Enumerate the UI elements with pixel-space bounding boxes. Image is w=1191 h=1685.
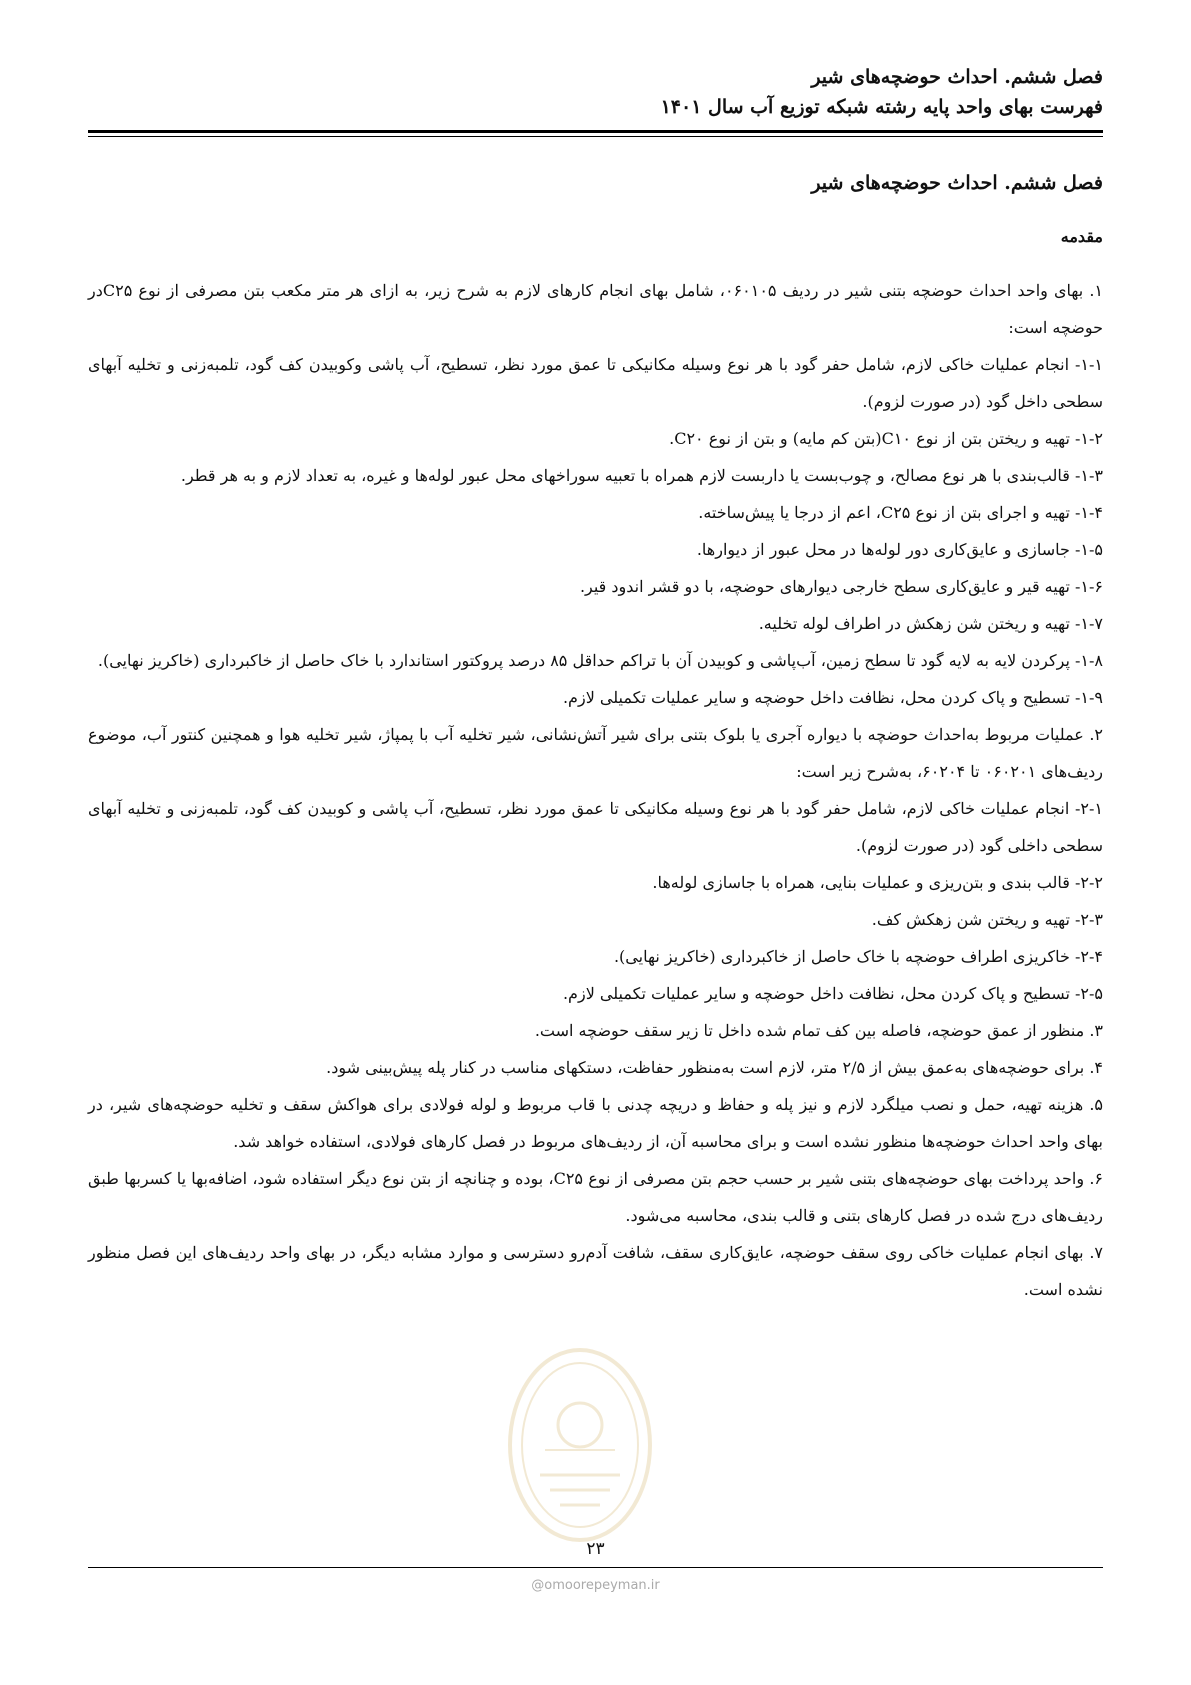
paragraph: ۷. بهای انجام عملیات خاکی روی سقف حوضچه، عایق‌کاری سقف، شافت آدم‌رو دسترسی و موارد مشابه دیگر، در بهای واحد ردیف‌های این فصل منظور نشده است. xyxy=(88,1243,1103,1299)
paragraph: ۴. برای حوضچه‌های به‌عمق بیش از ۲/۵ متر، لازم است به‌منظور حفاظت، دستکهای مناسب در کنار پله پیش‌بینی شود. xyxy=(326,1058,1103,1077)
intro-heading: مقدمه xyxy=(1060,227,1103,246)
paragraph: ۶. واحد پرداخت بهای حوضچه‌های بتنی شیر بر حسب حجم بتن مصرفی از نوع C۲۵، بوده و چنانچه از بتن نوع دیگر استفاده شود، اضافه‌بها یا کسربها طبق ردیف‌های درج شده در فصل کارهای بتنی و قالب بندی، محاسبه می‌شود. xyxy=(88,1169,1104,1225)
header-rule-thin xyxy=(88,136,1103,137)
paragraph: ۱-۸- پرکردن لایه به لایه گود تا سطح زمین، آب‌پاشی و کوبیدن آن با تراکم حداقل ۸۵ درصد پروکتور استاندارد با خاک حاصل از خاکبرداری (خاکریز نهایی). xyxy=(97,651,1103,670)
paragraph: ۱-۵- جاسازی و عایق‌کاری دور لوله‌ها در محل عبور از دیوارها. xyxy=(696,540,1103,559)
footer-site-link[interactable]: @omoorepeyman.ir xyxy=(531,1578,660,1593)
paragraph: ۲-۲- قالب بندی و بتن‌ریزی و عملیات بنایی، همراه با جاسازی لوله‌ها. xyxy=(652,873,1103,892)
chapter-title: فصل ششم. احداث حوضچه‌های شیر xyxy=(811,172,1103,194)
paragraph: ۵. هزینه تهیه، حمل و نصب میلگرد لازم و نیز پله و حفاظ و دریچه چدنی با قاب مربوط و لوله فولادی برای هواکش سقف و تخلیه حوضچه‌های شیر، در بهای واحد احداث حوضچه‌ها منظور نشده است و برای محاسبه آن، از ردیف‌های مربوط در فصل کارهای فولادی، استفاده خواهد شد. xyxy=(88,1095,1104,1151)
paragraph: ۱-۳- قالب‌بندی با هر نوع مصالح، و چوب‌بست یا داربست لازم همراه با تعبیه سوراخهای محل عبور لوله‌ها و غیره، به تعداد لازم و به هر قطر. xyxy=(180,466,1103,485)
header-rule-thick xyxy=(88,130,1103,133)
paragraph: ۲. عملیات مربوط به‌احداث حوضچه با دیواره آجری یا بلوک بتنی برای شیر آتش‌نشانی، شیر تخلیه آب با پمپاژ، شیر تخلیه هوا و همچنین کنتور آب، موضوع ردیف‌های ۰۶۰۲۰۱ تا ۶۰۲۰۴، به‌شرح زیر است: xyxy=(88,725,1104,781)
paragraph: ۱. بهای واحد احداث حوضچه بتنی شیر در ردیف ۰۶۰۱۰۵، شامل بهای انجام کارهای لازم به شرح زیر، به ازای هر متر مکعب بتن مصرفی از نوع C۲۵در حوضچه است: xyxy=(88,281,1103,337)
paragraph: ۳. منظور از عمق حوضچه، فاصله بین کف تمام شده داخل تا زیر سقف حوضچه است. xyxy=(534,1021,1103,1040)
header-document-title: فهرست بهای واحد پایه رشته شبکه توزیع آب سال ۱۴۰۱ xyxy=(660,96,1103,118)
paragraph: ۲-۱- انجام عملیات خاکی لازم، شامل حفر گود با هر نوع وسیله مکانیکی تا عمق مورد نظر، تسطیح، آب پاشی و کوبیدن کف گود، تلمبه‌زنی و تخلیه آبهای سطحی داخلی گود (در صورت لزوم). xyxy=(88,799,1103,855)
page-number: ۲۳ xyxy=(586,1539,605,1559)
paragraph: ۱-۷- تهیه و ریختن شن زهکش در اطراف لوله تخلیه. xyxy=(758,614,1103,633)
paragraph: ۲-۳- تهیه و ریختن شن زهکش کف. xyxy=(871,910,1103,929)
paragraph: ۱-۲- تهیه و ریختن بتن از نوع C۱۰(بتن کم مایه) و بتن از نوع C۲۰. xyxy=(669,429,1103,448)
paragraph: ۱-۴- تهیه و اجرای بتن از نوع C۲۵، اعم از درجا یا پیش‌ساخته. xyxy=(698,503,1103,522)
page-header xyxy=(88,62,1103,122)
watermark-logo xyxy=(505,1345,655,1545)
header-chapter-title: فصل ششم. احداث حوضچه‌های شیر xyxy=(811,66,1103,88)
paragraph: ۱-۹- تسطیح و پاک کردن محل، نظافت داخل حوضچه و سایر عملیات تکمیلی لازم. xyxy=(562,688,1103,707)
footer-rule xyxy=(88,1567,1103,1568)
paragraph: ۲-۴- خاکریزی اطراف حوضچه با خاک حاصل از خاکبرداری (خاکریز نهایی). xyxy=(613,947,1103,966)
paragraph: ۱-۶- تهیه قیر و عایق‌کاری سطح خارجی دیوارهای حوضچه، با دو قشر اندود قیر. xyxy=(579,577,1103,596)
paragraph: ۱-۱- انجام عملیات خاکی لازم، شامل حفر گود با هر نوع وسیله مکانیکی تا عمق مورد نظر، تسطیح، آب پاشی وکوبیدن کف گود، تلمبه‌زنی و تخلیه آبهای سطحی داخل گود (در صورت لزوم). xyxy=(88,355,1103,411)
page-content xyxy=(88,168,1103,1308)
paragraph: ۲-۵- تسطیح و پاک کردن محل، نظافت داخل حوضچه و سایر عملیات تکمیلی لازم. xyxy=(562,984,1103,1003)
